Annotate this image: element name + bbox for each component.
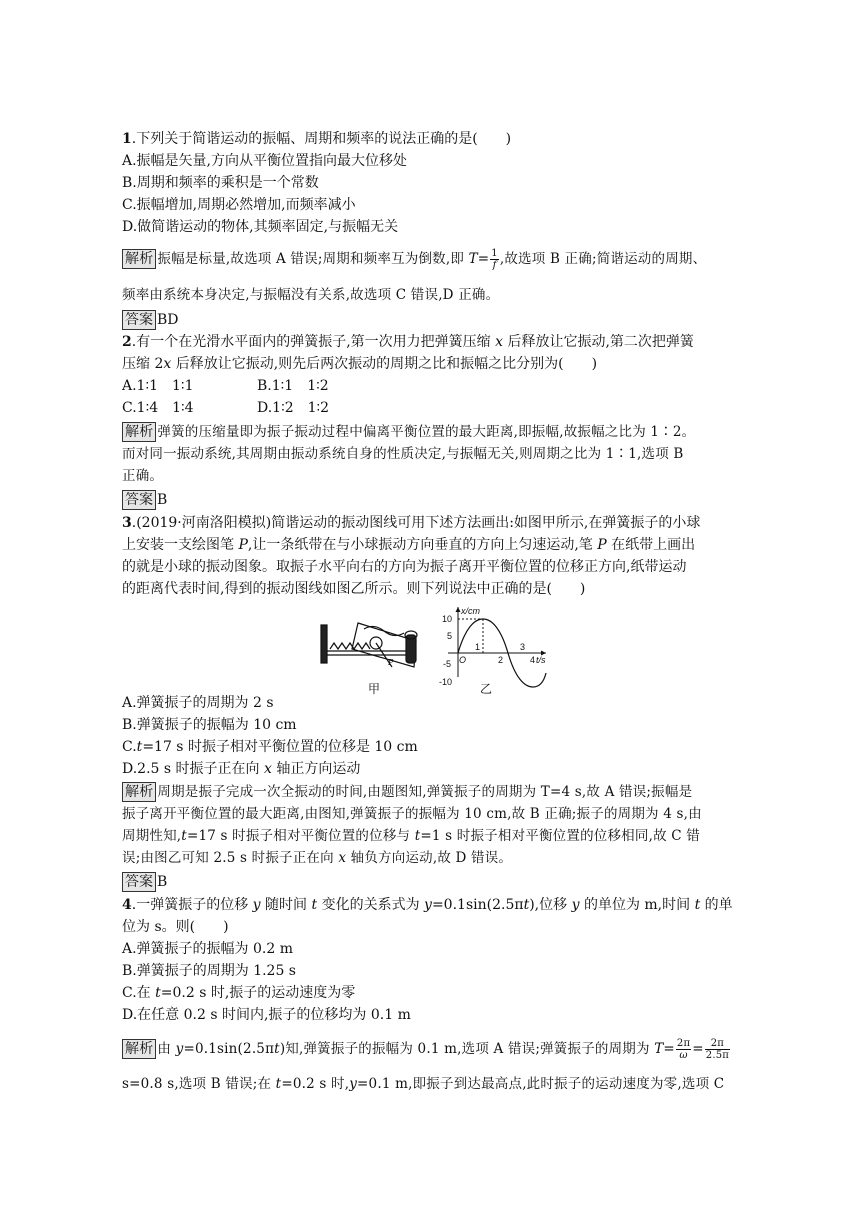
q4-option-b: B.弹簧振子的周期为 1.25 s [122, 963, 296, 979]
solution-tag: 解析 [122, 782, 156, 802]
q1-option-b: B.周期和频率的乘积是一个常数 [122, 175, 319, 191]
graph-xlabel: t/s [536, 655, 546, 665]
graph-ytick-5: 5 [447, 631, 453, 641]
solution-tag: 解析 [122, 422, 156, 442]
q1-stem: 1.下列关于简谐运动的振幅、周期和频率的说法正确的是( ) [122, 131, 512, 147]
figure-caption-jia: 甲 [368, 682, 381, 696]
solution-tag: 解析 [122, 249, 156, 269]
graph-ylabel: x/cm [461, 606, 480, 616]
q1-solution-line2: 频率由系统本身决定,与振幅没有关系,故选项 C 错误,D 正确。 [122, 287, 500, 303]
q3-solution-line2: 振子离开平衡位置的最大距离,由图知,弹簧振子的振幅为 10 cm,故 B 正确;振子的周期为 4 s,由 [122, 806, 702, 822]
q1-option-d: D.做简谐运动的物体,其频率固定,与振幅无关 [122, 219, 399, 235]
q3-solution: 解析 周期是振子完成一次全振动的时间,由题图知,弹簧振子的周期为 T=4 s,故 A 错误;振幅是 [122, 781, 692, 803]
q2-solution-line3: 正确。 [122, 468, 164, 484]
graph-xtick-1: 1 [475, 642, 481, 652]
q3-stem-line3: 的就是小球的振动图象。取振子水平向右的方向为振子离开平衡位置的位移正方向,纸带运动 [122, 559, 687, 575]
graph-xtick-3: 3 [520, 642, 526, 652]
graph-ytick-neg5: -5 [443, 659, 452, 669]
q3-figure [318, 605, 548, 695]
q2-stem-line2: 压缩 2x 后释放让它振动,则先后两次振动的周期之比和振幅之比分别为( ) [122, 356, 598, 372]
q3-solution-line3: 周期性知,t=17 s 时振子相对平衡位置的位移与 t=1 s 时振子相对平衡位置的位移相同,故 C 错 [122, 828, 700, 844]
q3-option-b: B.弹簧振子的振幅为 10 cm [122, 717, 297, 733]
q4-solution: 解析 由 y=0.1sin(2.5πt)知,弹簧振子的振幅为 0.1 m,选项 A 错误;弹簧振子的周期为 T= $\frac{2\pi}{\omega}$ = $\frac{2\pi}{2.5\pi}$ [122, 1038, 731, 1061]
q1-answer: 答案 BD [122, 309, 179, 331]
graph-xtick-4: 4 [530, 655, 536, 665]
figure-caption-yi: 乙 [480, 682, 493, 696]
answer-tag: 答案 [122, 872, 156, 892]
q2-option-b: B.1∶1 1∶2 [257, 378, 329, 394]
svg-text:P: P [388, 658, 394, 667]
graph-ytick-neg10: -10 [439, 677, 453, 687]
xt-graph [439, 606, 546, 687]
graph-origin: O [459, 655, 467, 665]
q3-option-a: A.弹簧振子的周期为 2 s [122, 695, 274, 711]
q3-stem-line4: 的距离代表时间,得到的振动图线如图乙所示。则下列说法中正确的是( ) [122, 581, 586, 597]
q2-solution: 解析 弹簧的压缩量即为振子振动过程中偏离平衡位置的最大距离,即振幅,故振幅之比为 1∶2。 [122, 421, 695, 443]
q3-solution-line4: 误;由图乙可知 2.5 s 时振子正在向 x 轴负方向运动,故 D 错误。 [122, 850, 513, 866]
q3-option-d: D.2.5 s 时振子正在向 x 轴正方向运动 [122, 761, 361, 777]
q4-option-a: A.弹簧振子的振幅为 0.2 m [122, 941, 294, 957]
q4-option-c: C.在 t=0.2 s 时,振子的运动速度为零 [122, 985, 356, 1001]
q4-option-d: D.在任意 0.2 s 时间内,振子的位移均为 0.1 m [122, 1007, 411, 1023]
q4-stem-line2: 位为 s。则( ) [122, 919, 229, 935]
q3-answer: 答案 B [122, 871, 167, 893]
q2-solution-line2: 而对同一振动系统,其周期由振动系统自身的性质决定,与振幅无关,则周期之比为 1∶1,选项 B [122, 446, 684, 462]
apparatus-sketch [321, 623, 417, 667]
q3-option-c: C.t=17 s 时振子相对平衡位置的位移是 10 cm [122, 739, 418, 755]
q2-option-d: D.1∶2 1∶2 [257, 400, 330, 416]
q3-stem-line2: 上安装一支绘图笔 P,让一条纸带在与小球振动方向垂直的方向上匀速运动,笔 P 在纸带上画出 [122, 537, 696, 553]
q2-stem: 2.有一个在光滑水平面内的弹簧振子,第一次用力把弹簧压缩 x 后释放让它振动,第二次把弹簧 [122, 334, 694, 350]
solution-tag: 解析 [122, 1039, 156, 1059]
q4-solution-line2: s=0.8 s,选项 B 错误;在 t=0.2 s 时,y=0.1 m,即振子到达最高点,此时振子的运动速度为零,选项 C [122, 1076, 725, 1092]
spring-oscillator-diagram [318, 605, 548, 695]
graph-xtick-2: 2 [498, 655, 504, 665]
q4-stem: 4.一弹簧振子的位移 y 随时间 t 变化的关系式为 y=0.1sin(2.5πt),位移 y 的单位为 m,时间 t 的单 [122, 897, 733, 913]
q1-solution: 解析 振幅是标量,故选项 A 错误;周期和频率互为倒数,即 T= $\frac{1}{f}$ ,故选项 B 正确;简谐运动的周期、 [122, 248, 706, 271]
fraction-2pi-over-2point5pi: $\frac{2\pi}{2.5\pi}$ [705, 1038, 730, 1061]
q2-option-c: C.1∶4 1∶4 [122, 400, 194, 416]
graph-ytick-10: 10 [442, 614, 453, 624]
answer-tag: 答案 [122, 490, 156, 510]
q1-option-a: A.振幅是矢量,方向从平衡位置指向最大位移处 [122, 153, 408, 169]
q2-option-a: A.1∶1 1∶1 [122, 378, 194, 394]
fraction-1-over-f: $\frac{1}{f}$ [491, 248, 498, 271]
answer-tag: 答案 [122, 310, 156, 330]
fraction-2pi-over-omega: $\frac{2\pi}{\omega}$ [676, 1038, 691, 1061]
q3-stem: 3.(2019·河南洛阳模拟)简谐运动的振动图线可用下述方法画出:如图甲所示,在弹簧振子的小球 [122, 515, 701, 531]
q2-answer: 答案 B [122, 489, 167, 511]
q1-option-c: C.振幅增加,周期必然增加,而频率减小 [122, 197, 356, 213]
